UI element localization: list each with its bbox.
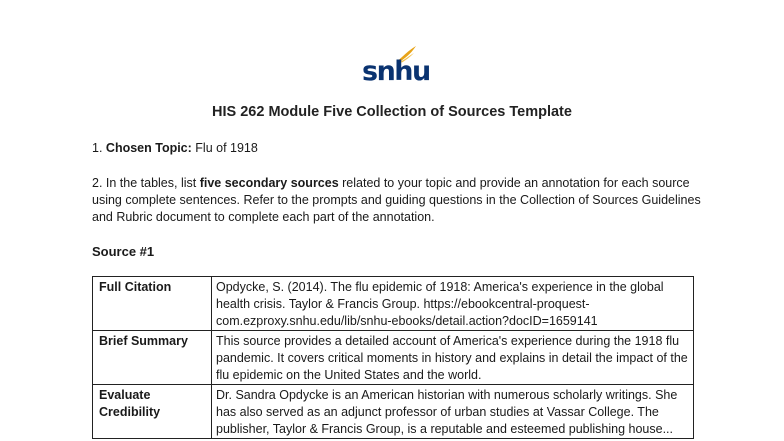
topic-label: Chosen Topic: [105, 141, 188, 155]
page-title: HIS 262 Module Five Collection of Sources Template: [212, 104, 572, 120]
snhu-logo: [362, 44, 430, 90]
topic-value: Flu of 1918: [195, 141, 258, 155]
instructions-prefix: 2. In the tables, list: [92, 176, 200, 190]
chosen-topic: [92, 141, 258, 155]
row-content: Opdycke, S. (2014). The flu epidemic of 1918: America's experience in the global health crisis. Taylor & Francis Group. https://ebookcentral-proquest-com.ezproxy.snhu.edu/lib/snhu-ebooks/detail.action?docID=1659141: [212, 277, 694, 331]
source-table: [92, 276, 694, 439]
row-label: Full Citation: [93, 277, 212, 331]
instructions-emphasis: five secondary sources: [199, 176, 339, 190]
topic-colon: :: [187, 141, 192, 155]
topic-number: 1.: [92, 141, 103, 155]
instructions-paragraph: [92, 175, 702, 226]
source-heading: Source #1: [92, 244, 155, 259]
table-row: [93, 385, 694, 439]
row-label: Brief Summary: [93, 331, 212, 385]
logo-wordmark: snhu: [362, 56, 430, 87]
instructions-suffix: related to your topic and provide an annotation for each source using complete sentences. Refer to the prompts and guiding questions in the Collection of Sources Guidelines and Rubric document to complete each part of the annotation.: [92, 176, 701, 224]
row-label: Evaluate Credibility: [93, 385, 212, 439]
row-content: Dr. Sandra Opdycke is an American historian with numerous scholarly writings. She has also served as an adjunct professor of urban studies at Vassar College. The publisher, Taylor & Francis Group, is a reputable and esteemed publishing house...: [212, 385, 694, 439]
row-content: This source provides a detailed account of America's experience during the 1918 flu pandemic. It covers critical moments in history and explains in detail the impact of the flu epidemic on the United States and the world.: [212, 331, 694, 385]
table-row: [93, 277, 694, 331]
table-row: [93, 331, 694, 385]
